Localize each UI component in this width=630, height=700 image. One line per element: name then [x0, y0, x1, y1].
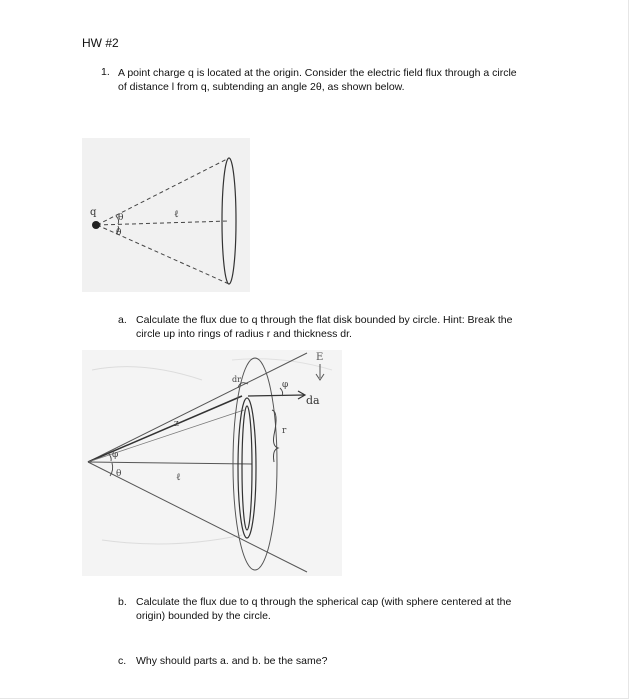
label-theta-top: θ [118, 213, 124, 223]
part-a-text [136, 313, 512, 341]
label-theta-bottom: θ [116, 228, 122, 238]
figure-cone-circle [82, 138, 250, 292]
page-title: HW #2 [82, 36, 119, 50]
label-E: E [316, 352, 324, 363]
label-dr: dr [232, 375, 241, 384]
axis-line [97, 221, 229, 225]
part-a [118, 313, 568, 343]
label-r: r [282, 426, 287, 436]
label-theta: θ [116, 469, 122, 479]
question-line-1: A point charge q is located at the origin. Consider the electric field flux through a circle [118, 67, 517, 79]
part-b [118, 595, 568, 625]
cone-line-top [97, 158, 229, 225]
question-line-2: of distance l from q, subtending an angle 2θ, as shown below. [118, 81, 405, 93]
ring-inner [242, 406, 252, 530]
da-arrow [248, 395, 304, 396]
figure-cone-circle-svg [82, 138, 250, 292]
part-a-line-1: Calculate the flux due to q through the flat disk bounded by circle. Hint: Break the [136, 314, 513, 326]
label-phi-top: φ [282, 380, 289, 390]
part-c-line-1: Why should parts a. and b. be the same? [136, 655, 328, 667]
label-q: q [90, 207, 97, 218]
part-c [118, 654, 568, 670]
label-da: da [306, 394, 320, 407]
faint-sketch-2 [102, 535, 242, 544]
part-b-label: b. [118, 596, 127, 608]
figure-disk-rings [82, 350, 342, 576]
part-a-label: a. [118, 314, 127, 326]
part-c-text [136, 654, 327, 668]
part-b-line-2: origin) bounded by the circle. [136, 610, 271, 622]
label-l: ℓ [176, 472, 181, 483]
figure-disk-rings-svg [82, 350, 342, 576]
ring-outer [238, 398, 256, 538]
label-z: z [174, 419, 179, 429]
part-b-text [136, 595, 511, 623]
question-number: 1. [101, 66, 110, 78]
label-l: ℓ [174, 209, 179, 220]
label-phi-left: φ [112, 450, 119, 460]
question-text [118, 66, 568, 94]
faint-sketch-1 [92, 367, 202, 380]
part-c-label: c. [118, 655, 127, 667]
part-b-line-1: Calculate the flux due to q through the spherical cap (with sphere centered at the [136, 596, 512, 608]
charge-dot [92, 221, 100, 229]
part-a-line-2: circle up into rings of radius r and thickness dr. [136, 328, 352, 340]
